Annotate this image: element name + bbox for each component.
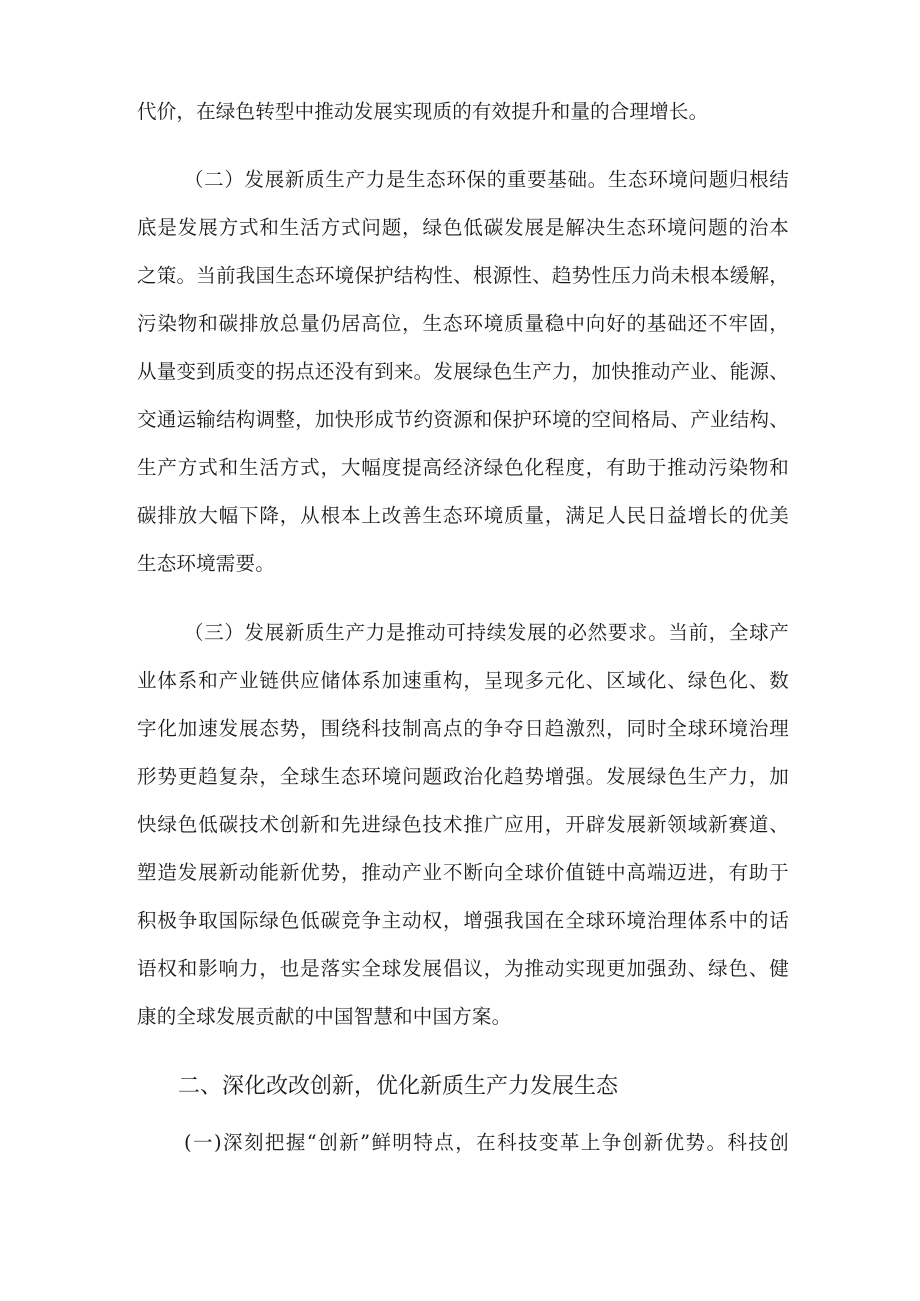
paragraph-line: 从量变到质变的拐点还没有到来。发展绿色生产力，加快推动产业、能源、 bbox=[137, 360, 789, 383]
paragraph-line: 快绿色低碳技术创新和先进绿色技术推广应用，开辟发展新领域新赛道、 bbox=[137, 813, 789, 836]
paragraph-line: 污染物和碳排放总量仍居高位，生态环境质量稳中向好的基础还不牢固， bbox=[137, 312, 789, 335]
paragraph-line: 积极争取国际绿色低碳竞争主动权，增强我国在全球环境治理体系中的话 bbox=[137, 909, 789, 932]
paragraph-line: 业体系和产业链供应储体系加速重构，呈现多元化、区域化、绿色化、数 bbox=[137, 669, 789, 692]
paragraph-line: 代价，在绿色转型中推动发展实现质的有效提升和量的合理增长。 bbox=[137, 100, 709, 123]
paragraph-line: 之策。当前我国生态环境保护结构性、根源性、趋势性压力尚未根本缓解， bbox=[137, 264, 789, 287]
paragraph-line: 底是发展方式和生活方式问题，绿色低碳发展是解决生态环境问题的治本 bbox=[137, 216, 789, 239]
paragraph-line: 交通运输结构调整，加快形成节约资源和保护环境的空间格局、产业结构、 bbox=[137, 408, 789, 431]
paragraph-line: 字化加速发展态势，围绕科技制高点的争夺日趋激烈，同时全球环境治理 bbox=[137, 717, 789, 740]
paragraph-line: 碳排放大幅下降，从根本上改善生态环境质量，满足人民日益增长的优美 bbox=[137, 504, 789, 527]
paragraph-line: 塑造发展新动能新优势，推动产业不断向全球价值链中高端迈进，有助于 bbox=[137, 861, 789, 884]
paragraph-line: (一)深刻把握“创新”鲜明特点，在科技变革上争创新优势。科技创 bbox=[184, 1131, 789, 1154]
paragraph-line: 生态环境需要。 bbox=[137, 552, 275, 575]
paragraph-line: 康的全球发展贡献的中国智慧和中国方案。 bbox=[137, 1005, 512, 1028]
paragraph-line: 语权和影响力，也是落实全球发展倡议，为推动实现更加强劲、绿色、健 bbox=[137, 957, 789, 980]
section-heading: 二、深化改改创新，优化新质生产力发展生态 bbox=[178, 1074, 619, 1099]
paragraph-line: 生产方式和生活方式，大幅度提高经济绿色化程度，有助于推动污染物和 bbox=[137, 456, 789, 479]
paragraph-line: （三）发展新质生产力是推动可持续发展的必然要求。当前，全球产 bbox=[184, 621, 789, 644]
paragraph-line: （二）发展新质生产力是生态环保的重要基础。生态环境问题归根结 bbox=[184, 168, 789, 191]
paragraph-line: 形势更趋复杂，全球生态环境问题政治化趋势增强。发展绿色生产力，加 bbox=[137, 765, 789, 788]
